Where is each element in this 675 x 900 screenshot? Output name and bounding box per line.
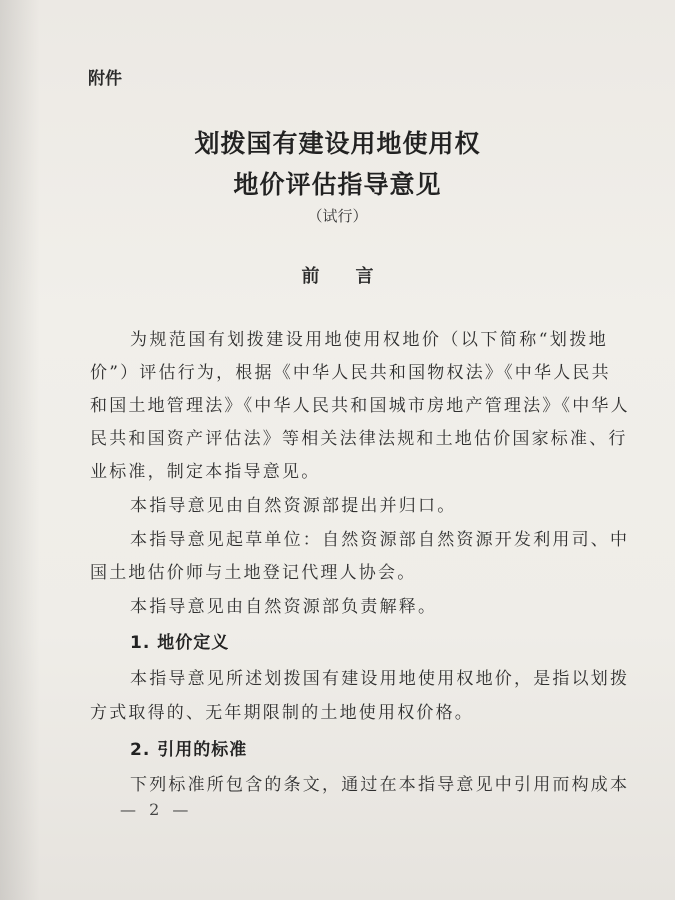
para3-line: 本指导意见起草单位：自然资源部自然资源开发利用司、中	[130, 530, 630, 550]
title-line-1: 划拨国有建设用地使用权	[194, 129, 481, 158]
para2-line: 本指导意见由自然资源部提出并归口。	[130, 496, 457, 516]
section1-heading: 1. 地价定义	[130, 633, 230, 653]
page-number: — 2 —	[120, 800, 193, 819]
section2-heading: 2. 引用的标准	[130, 740, 248, 760]
section1-line: 本指导意见所述划拨国有建设用地使用权地价，是指以划拨	[130, 669, 630, 689]
para1-line: 民共和国资产评估法》等相关法律法规和土地估价国家标准、行	[90, 429, 628, 449]
trial-label: （试行）	[307, 207, 368, 225]
section1-line: 方式取得的、无年期限制的土地使用权价格。	[90, 703, 474, 723]
attachment-label: 附件	[88, 69, 122, 89]
preface-heading: 前言	[301, 266, 410, 287]
para1-line: 为规范国有划拨建设用地使用权地价（以下简称“划拨地	[130, 330, 608, 350]
para1-line: 业标准，制定本指导意见。	[90, 462, 321, 482]
para1-line: 和国土地管理法》《中华人民共和国城市房地产管理法》《中华人	[90, 396, 630, 416]
para1-line: 价”）评估行为，根据《中华人民共和国物权法》《中华人民共	[90, 363, 611, 383]
title-line-2: 地价评估指导意见	[233, 170, 442, 199]
para4-line: 本指导意见由自然资源部负责解释。	[130, 597, 438, 617]
para3-line: 国土地估价师与土地登记代理人协会。	[90, 563, 417, 583]
section2-line: 下列标准所包含的条文，通过在本指导意见中引用而构成本	[130, 775, 630, 795]
